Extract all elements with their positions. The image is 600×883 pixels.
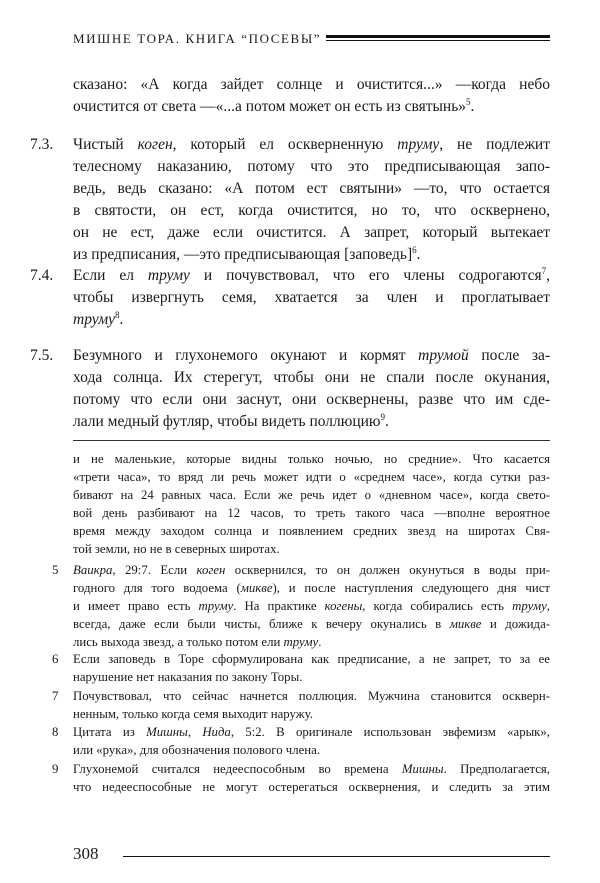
footnote-line: время между заходом солнца и появлением средних звезд на широтах Свя- bbox=[73, 524, 550, 538]
page-number: 308 bbox=[73, 844, 99, 863]
footnote-line: Если заповедь в Торе сформулирована как предписание, а не запрет, то за ее bbox=[73, 652, 550, 666]
footnote-number: 7 bbox=[52, 689, 59, 703]
footnote-line: ненным, только когда семя выходит наружу. bbox=[73, 707, 313, 721]
intro-line: очистится от света —«...а потом может он есть из святынь»$^5$. bbox=[73, 96, 475, 115]
page-footer bbox=[73, 843, 550, 867]
footnote-separator bbox=[73, 440, 550, 441]
footnote-ref: 6 bbox=[412, 244, 417, 255]
footnote-continuation bbox=[73, 450, 550, 558]
paragraph-number: 7.3. bbox=[30, 136, 54, 153]
paragraph-line: хода солнца. Их стерегут, чтобы они не спали после окунания, bbox=[73, 369, 550, 386]
footnote-text bbox=[73, 723, 550, 759]
footnote-line: «трети часа», то вряд ли речь может идти о «среднем часе», когда сутки раз- bbox=[73, 470, 550, 484]
paragraph-text bbox=[73, 345, 550, 433]
footnote-line: нарушение нет наказания по закону Торы. bbox=[73, 670, 303, 684]
footnote-text bbox=[73, 760, 550, 796]
footnote-line: вой день разбивают на 12 часов, то треть такого часа —вполне вероятное bbox=[73, 506, 550, 520]
footnote-line: той земли, но не в северных широтах. bbox=[73, 542, 280, 556]
footnote-text bbox=[73, 687, 550, 723]
footnote-line: Ваикра, 29:7. Если коген осквернился, то он должен окунуться в воды при- bbox=[73, 563, 550, 577]
footnote-number: 8 bbox=[52, 725, 59, 739]
paragraph-number: 7.4. bbox=[30, 267, 54, 284]
paragraph-text bbox=[73, 265, 550, 331]
paragraph-line: из предписания, —это предписывающая [заповедь]$^6$. bbox=[73, 244, 421, 263]
header-rule bbox=[326, 35, 550, 41]
paragraph-text bbox=[73, 134, 550, 266]
intro-paragraph bbox=[73, 74, 550, 118]
footnote-line: что недееспособные не могут остерегаться осквернения, и следить за этим bbox=[73, 780, 550, 794]
footnote-ref: 9 bbox=[380, 411, 386, 422]
footnote-text bbox=[73, 650, 550, 686]
paragraph-number: 7.5. bbox=[30, 347, 54, 364]
footnote-line: Цитата из Мишны, Нида, 5:2. В оригинале использован эвфемизм «арык», bbox=[73, 725, 551, 739]
footnote-ref: 7 bbox=[541, 265, 547, 276]
intro-line: сказано: «А когда зайдет солнце и очистится...» —когда небо bbox=[73, 76, 550, 93]
footnote-line: Глухонемой считался недееспособным во времена Мишны. Предполагается, bbox=[73, 762, 550, 776]
running-header-title: МИШНЕ ТОРА. КНИГА “ПОСЕВЫ” bbox=[73, 31, 322, 46]
footnote-ref: 5 bbox=[466, 96, 471, 107]
footnote-number: 6 bbox=[52, 652, 59, 666]
footnote-line: Почувствовал, что сейчас начнется поллюция. Мужчина становится оскверн- bbox=[73, 689, 550, 703]
paragraph-line: труму$^8$. bbox=[73, 309, 124, 328]
running-header bbox=[73, 30, 550, 50]
paragraph-line: чтобы извергнуть семя, хватается за член и проглатывает bbox=[73, 289, 550, 306]
paragraph-line: ведь, ведь сказано: «А потом ест святыни» —то, что остается bbox=[73, 180, 550, 197]
footnote-line: или «рука», для обозначения полового члена. bbox=[73, 743, 321, 757]
paragraph-line: телесному наказанию, потому что это предписывающая запо- bbox=[73, 158, 550, 175]
footnote-number: 9 bbox=[52, 762, 59, 776]
paragraph-line: потому что если они заснут, они осквернены, разве что им сде- bbox=[73, 391, 550, 408]
footnote-line: лись выхода звезд, а только потом ели труму. bbox=[73, 635, 322, 649]
paragraph-line: Безумного и глухонемого окунают и кормят трумой после за- bbox=[73, 347, 550, 364]
paragraph-line: Чистый коген, который ел оскверненную труму, не подлежит bbox=[73, 136, 550, 153]
paragraph-line: он не ест, даже если очистится. А запрет, который вытекает bbox=[73, 224, 550, 241]
footnote-ref: 8 bbox=[115, 309, 120, 320]
footnote-line: бивают на 24 равных часа. Если же речь идет о «дневном часе», когда свето- bbox=[73, 488, 550, 502]
footnote-line: годного для того водоема (микве), и после наступления следующего дня чист bbox=[73, 581, 550, 595]
paragraph-line: в святости, он ест, когда очистится, но то, что осквернено, bbox=[73, 202, 550, 219]
footnote-line: всегда, даже если были чисты, ближе к вечеру окунались в микве и дожида- bbox=[73, 617, 551, 631]
footer-rule bbox=[123, 856, 550, 857]
paragraph-line: Если ел труму и почувствовал, что его члены содрогаются$^7$, bbox=[73, 265, 550, 284]
footnote-text bbox=[73, 561, 550, 651]
footnote-number: 5 bbox=[52, 563, 59, 577]
paragraph-line: лали медный футляр, чтобы видеть поллюцию$^9$. bbox=[73, 411, 389, 430]
footnote-line: и не маленькие, которые видны только ночью, но средние». Что касается bbox=[73, 452, 550, 466]
footnote-line: и имеет право есть труму. На практике когены, когда собирались есть труму, bbox=[73, 599, 550, 613]
